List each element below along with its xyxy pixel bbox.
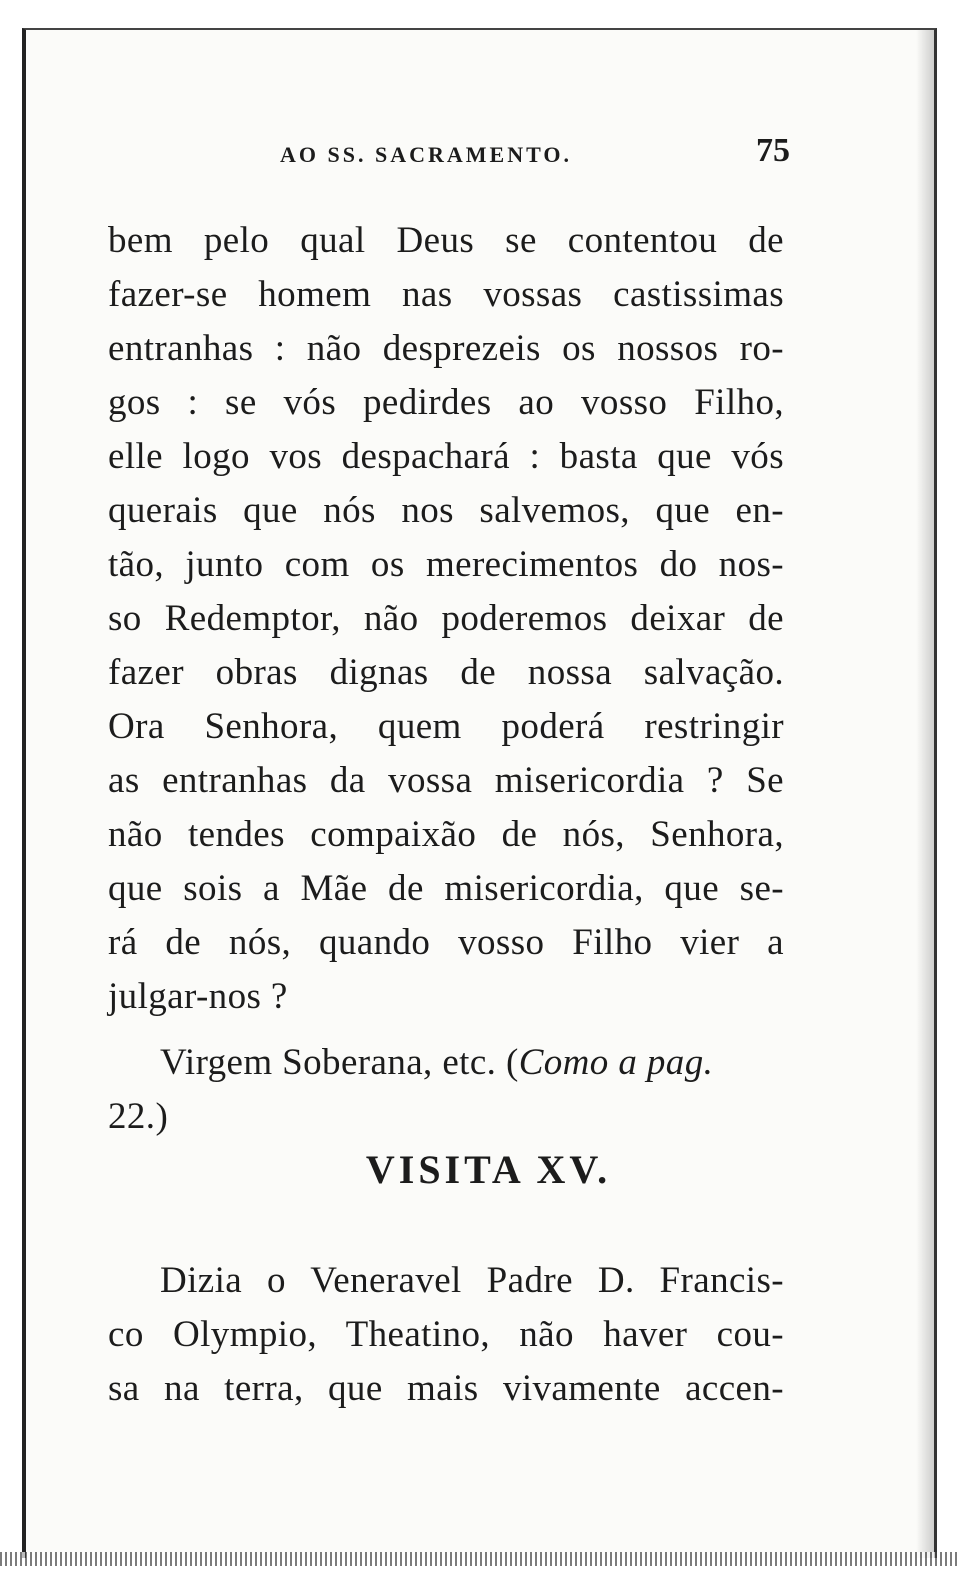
running-head: AO SS. SACRAMENTO. [280,142,572,167]
text-line: tão, junto com os merecimentos do nos- [108,544,784,585]
text-line: as entranhas da vossa misericordia ? Se [108,760,784,801]
antiphon-italic: Como a pag. [518,1042,714,1083]
text-line: sa na terra, que mais vivamente accen- [108,1368,784,1409]
text-line: bem pelo qual Deus se contentou de [108,220,784,261]
text-line: gos : se vós pedirdes ao vosso Filho, [108,382,784,423]
text-line: não tendes compaixão de nós, Senhora, [108,814,784,855]
text-line: fazer-se homem nas vossas castissimas [108,274,784,315]
antiphon-text: Virgem Soberana, etc. ( [160,1042,519,1083]
page-number: 75 [756,132,790,169]
text-line: que sois a Mãe de misericordia, que se- [108,868,784,909]
text-line: querais que nós nos salvemos, que en- [108,490,784,531]
text-line: so Redemptor, não poderemos deixar de [108,598,784,639]
body-text [108,214,784,1024]
page-edge-shadow [916,30,934,1558]
scan-barcode-strip [0,1552,957,1566]
text-line: fazer obras dignas de nossa salvação. [108,652,784,693]
text-line: Ora Senhora, quem poderá restringir [108,706,784,747]
text-line: elle logo vos despachará : basta que vós [108,436,784,477]
text-line: co Olympio, Theatino, não haver cou- [108,1314,784,1355]
page-header [90,128,790,178]
text-line: Dizia o Veneravel Padre D. Francis- [160,1260,784,1301]
text-line: rá de nós, quando vosso Filho vier a [108,922,784,963]
antiphon-reference [108,1036,784,1144]
text-line: entranhas : não desprezeis os nossos ro- [108,328,784,369]
next-paragraph [108,1254,784,1416]
text-line: julgar-nos ? [108,976,288,1017]
antiphon-line: 22.) [108,1096,169,1137]
visit-title: VISITA XV. [365,1147,612,1192]
antiphon-line [108,1036,784,1090]
